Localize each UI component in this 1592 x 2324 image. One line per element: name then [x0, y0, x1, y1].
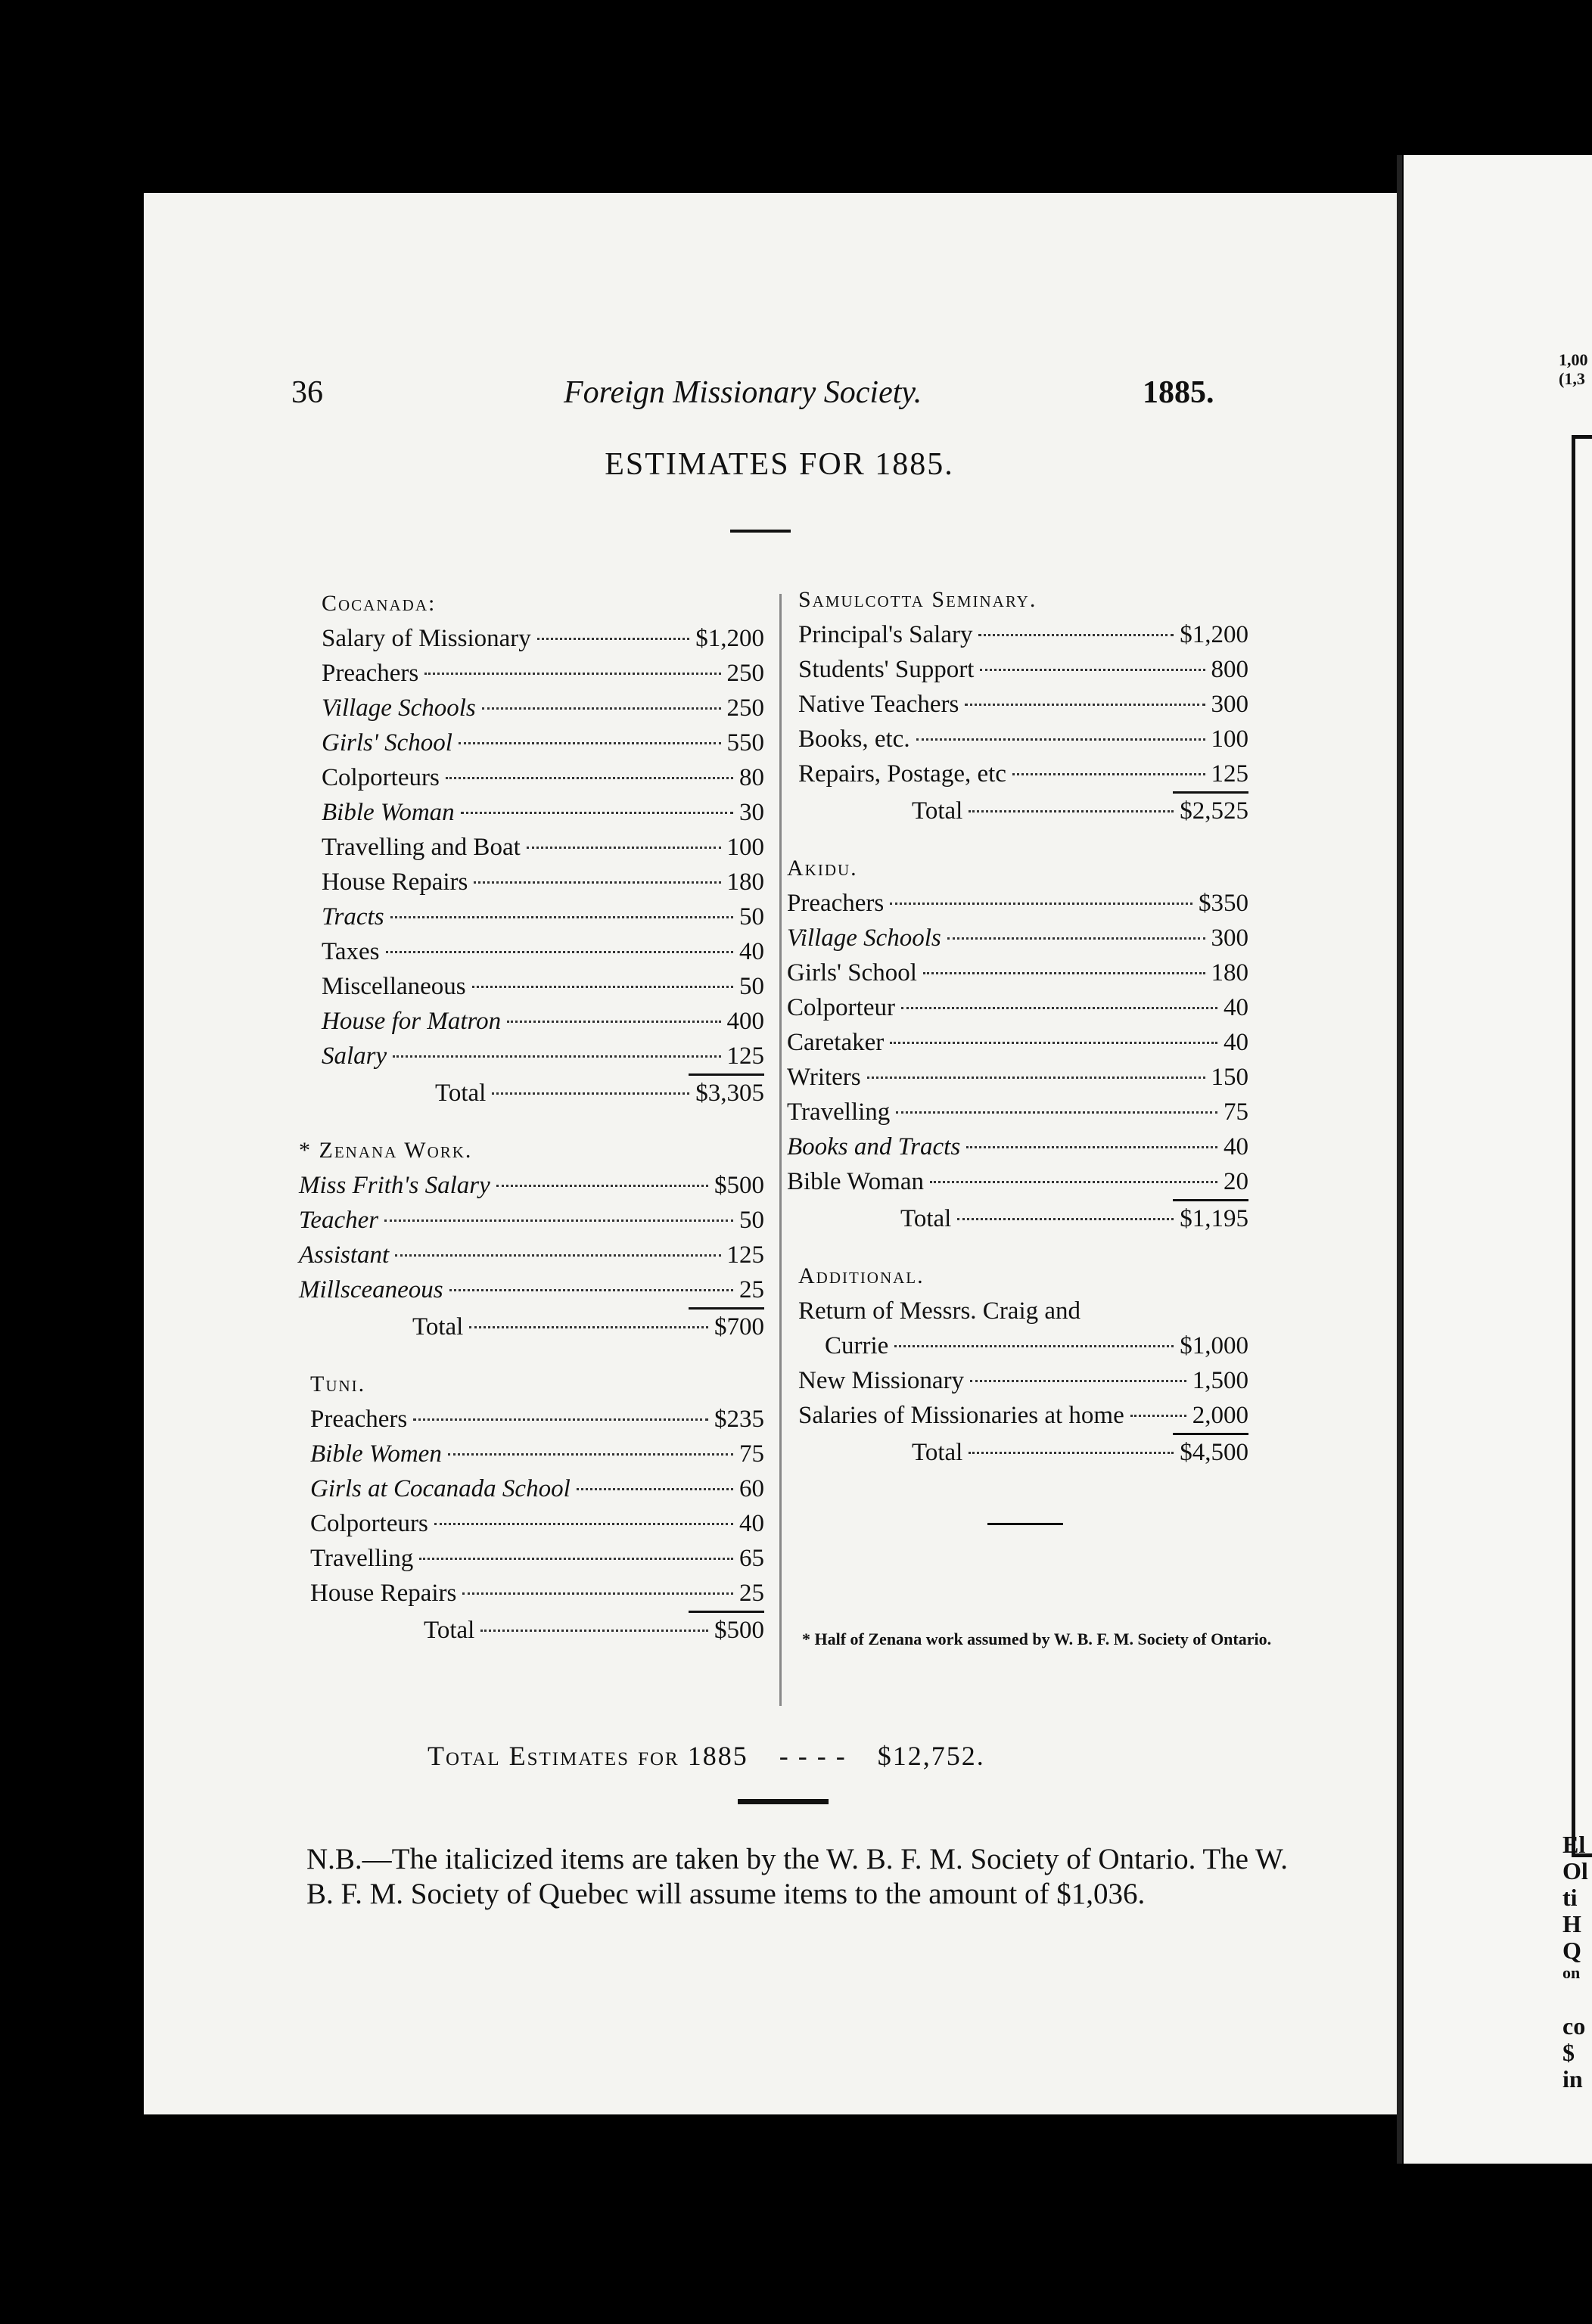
leader-dots	[393, 1055, 720, 1058]
leader-dots	[482, 707, 721, 710]
item-label: Salary of Missionary	[322, 625, 531, 652]
total-value: $3,305	[695, 1080, 764, 1107]
item-label: Caretaker	[787, 1029, 885, 1056]
leader-dots	[901, 1007, 1217, 1009]
item-label: Girls' School	[322, 729, 452, 757]
total-row	[310, 1613, 764, 1648]
leader-dots	[947, 937, 1205, 940]
item-label: Books, etc.	[798, 725, 910, 753]
total-row	[798, 794, 1248, 828]
item-row	[322, 760, 764, 795]
left-column	[291, 586, 764, 1648]
item-row	[787, 886, 1248, 921]
item-value: 125	[726, 1042, 764, 1070]
item-value: 40	[739, 1510, 764, 1537]
item-row	[310, 1541, 764, 1576]
right-column	[787, 583, 1248, 1525]
item-row	[299, 1272, 764, 1307]
total-value: $2,525	[1180, 797, 1248, 825]
right-page-fragment: on	[1562, 1963, 1581, 1982]
leader-dots	[923, 972, 1205, 974]
item-row	[798, 687, 1248, 722]
leader-dots	[448, 1453, 733, 1456]
leader-dots	[462, 1592, 733, 1595]
item-value: 300	[1211, 924, 1248, 952]
leader-dots	[970, 1380, 1186, 1382]
item-value: 400	[726, 1008, 764, 1035]
item-row	[787, 921, 1248, 955]
item-value: 75	[1224, 1098, 1248, 1126]
item-label: Tracts	[322, 903, 384, 931]
item-row	[310, 1437, 764, 1471]
item-row	[798, 617, 1248, 652]
item-row	[787, 1095, 1248, 1129]
section-heading: Akidu.	[787, 856, 858, 881]
item-row	[310, 1471, 764, 1506]
item-label: Travelling	[787, 1098, 891, 1126]
item-label: Travelling	[310, 1545, 414, 1572]
item-label: House Repairs	[310, 1580, 457, 1607]
right-page-fragment: Ol	[1562, 1857, 1588, 1884]
right-page-fragment: co	[1562, 2012, 1586, 2040]
item-row	[787, 1060, 1248, 1095]
leader-dots	[390, 916, 733, 918]
item-label: Girls' School	[787, 959, 917, 986]
item-label: Books and Tracts	[787, 1133, 961, 1160]
item-label: Native Teachers	[798, 691, 959, 718]
section-zenana-work	[291, 1133, 764, 1344]
item-label: Writers	[787, 1064, 861, 1091]
leader-dots	[472, 986, 733, 988]
item-value: 100	[1211, 725, 1248, 753]
right-page-fragment: ti	[1562, 1884, 1578, 1911]
item-value: 50	[739, 973, 764, 1000]
item-value: 40	[739, 938, 764, 965]
item-value: $1,200	[1180, 621, 1248, 648]
item-value: 50	[739, 903, 764, 931]
leader-dots	[395, 1254, 720, 1257]
item-label: Colporteur	[787, 994, 895, 1021]
title-rule	[730, 530, 791, 533]
total-label: Total	[900, 1205, 952, 1232]
section-akidu	[787, 851, 1248, 1236]
leader-dots	[507, 1021, 720, 1023]
item-value: 100	[726, 834, 764, 861]
right-page-frame	[1572, 435, 1592, 1857]
item-row	[322, 691, 764, 725]
item-value: 30	[739, 799, 764, 826]
item-label: Salaries of Missionaries at home	[798, 1402, 1124, 1429]
header-year: 1885.	[1143, 375, 1214, 410]
leader-dots	[916, 738, 1205, 741]
leader-dots	[957, 1218, 1174, 1220]
page-number: 36	[291, 375, 323, 410]
leader-dots	[384, 1219, 733, 1222]
total-row	[798, 1435, 1248, 1470]
total-row	[787, 1201, 1248, 1236]
leader-dots	[965, 704, 1205, 706]
item-value: 50	[739, 1207, 764, 1234]
item-value: 75	[739, 1440, 764, 1468]
section-cocanada	[291, 586, 764, 1111]
item-value: 300	[1211, 691, 1248, 718]
leader-dots	[480, 1630, 708, 1632]
footnote: * Half of Zenana work assumed by W. B. F. M. Society of Ontario.	[802, 1630, 1272, 1648]
page-header	[144, 374, 1400, 420]
item-row	[322, 830, 764, 865]
estimates-title: ESTIMATES FOR 1885.	[605, 447, 954, 482]
leader-dots	[446, 777, 733, 779]
total-value: $4,500	[1180, 1439, 1248, 1466]
item-label: Teacher	[299, 1207, 379, 1234]
item-row	[798, 1398, 1248, 1433]
item-row	[322, 621, 764, 656]
item-value: 180	[726, 868, 764, 896]
leader-dots	[424, 673, 720, 675]
item-row	[310, 1576, 764, 1611]
item-label: Bible Woman	[322, 799, 455, 826]
total-label: Total	[912, 797, 963, 825]
item-row	[310, 1402, 764, 1437]
item-row	[322, 865, 764, 899]
item-row	[310, 1506, 764, 1541]
item-row	[322, 1039, 764, 1073]
nb-note: N.B.—The italicized items are taken by the W. B. F. M. Society of Ontario. The W. B. F. M. Society of Quebec will assume items to the amount of $1,036.	[306, 1843, 1289, 1910]
leader-dots	[461, 812, 733, 814]
total-row	[322, 1076, 764, 1111]
leader-dots	[537, 638, 689, 640]
item-row	[798, 722, 1248, 757]
item-value: 250	[726, 694, 764, 722]
grand-total-label: Total Estimates for 1885	[428, 1741, 748, 1771]
right-page-fragment: (1,3	[1559, 369, 1585, 388]
leader-dots	[966, 1146, 1217, 1148]
item-row	[798, 1363, 1248, 1398]
leader-dots	[930, 1181, 1217, 1183]
item-value: 800	[1211, 656, 1248, 683]
grand-total-value: $12,752.	[877, 1741, 985, 1771]
section-heading: Additional.	[798, 1263, 925, 1288]
section-rule	[987, 1523, 1063, 1525]
item-label: Girls at Cocanada School	[310, 1475, 571, 1502]
item-label: Currie	[825, 1332, 889, 1359]
item-value: $1,200	[695, 625, 764, 652]
leader-dots	[890, 1042, 1217, 1044]
section-tuni	[291, 1367, 764, 1648]
item-label: Students' Support	[798, 656, 975, 683]
item-value: $1,000	[1180, 1332, 1248, 1359]
leader-dots	[1012, 773, 1205, 775]
section-heading: Cocanada:	[322, 591, 437, 616]
item-row	[798, 757, 1248, 791]
item-label: Miscellaneous	[322, 973, 466, 1000]
leader-dots	[527, 847, 721, 849]
item-row	[787, 955, 1248, 990]
running-title: Foreign Missionary Society.	[564, 375, 922, 410]
total-label: Total	[424, 1617, 475, 1644]
section-samulcotta-seminary	[787, 583, 1248, 828]
item-row	[322, 725, 764, 760]
item-row	[322, 656, 764, 691]
item-label: Bible Woman	[787, 1168, 924, 1195]
item-value: 125	[1211, 760, 1248, 788]
leader-dots	[969, 810, 1174, 812]
item-row	[322, 1004, 764, 1039]
item-value: 60	[739, 1475, 764, 1502]
grand-total-rule	[738, 1799, 829, 1804]
item-label: Bible Women	[310, 1440, 442, 1468]
item-label: House for Matron	[322, 1008, 502, 1035]
item-value: 1,500	[1192, 1367, 1248, 1394]
leader-dots	[459, 742, 721, 744]
grand-total	[428, 1740, 985, 1772]
item-value: $500	[714, 1172, 764, 1199]
item-value: 25	[739, 1580, 764, 1607]
leader-dots	[434, 1523, 733, 1525]
leader-dots	[474, 881, 720, 884]
grand-total-dashes: - - - -	[779, 1741, 847, 1771]
item-row	[798, 652, 1248, 687]
column-divider	[779, 594, 782, 1706]
leader-dots	[896, 1111, 1217, 1114]
item-row	[299, 1238, 764, 1272]
total-value: $700	[714, 1313, 764, 1341]
leader-dots	[969, 1452, 1174, 1454]
right-page-fragment: H	[1562, 1910, 1581, 1937]
item-label: Taxes	[322, 938, 380, 965]
item-row	[787, 1025, 1248, 1060]
leader-dots	[894, 1345, 1174, 1347]
total-value: $500	[714, 1617, 764, 1644]
item-row	[322, 969, 764, 1004]
item-label: Colporteurs	[310, 1510, 428, 1537]
leader-dots	[449, 1289, 733, 1291]
item-label: Miss Frith's Salary	[299, 1172, 490, 1199]
section-heading: Samulcotta Seminary.	[798, 587, 1037, 612]
item-label: Preachers	[322, 660, 419, 687]
item-label: Colporteurs	[322, 764, 440, 791]
leader-dots	[980, 669, 1205, 671]
item-label: Assistant	[299, 1241, 390, 1269]
right-page-fragment: in	[1562, 2065, 1583, 2093]
item-label: Principal's Salary	[798, 621, 973, 648]
item-value: 40	[1224, 1133, 1248, 1160]
item-value: 150	[1211, 1064, 1248, 1091]
section-heading: * Zenana Work.	[299, 1138, 473, 1163]
leader-dots	[1130, 1415, 1186, 1417]
leader-dots	[577, 1488, 733, 1490]
item-label: New Missionary	[798, 1367, 965, 1394]
item-row	[798, 1328, 1248, 1363]
item-value: $235	[714, 1406, 764, 1433]
item-label: Village Schools	[787, 924, 941, 952]
item-value: $350	[1199, 890, 1248, 917]
item-label: Preachers	[787, 890, 885, 917]
leader-dots	[867, 1077, 1205, 1079]
item-row	[299, 1168, 764, 1203]
leader-dots	[413, 1418, 708, 1421]
leader-dots	[419, 1558, 733, 1560]
item-row	[299, 1203, 764, 1238]
item-value: 550	[726, 729, 764, 757]
item-value: 40	[1224, 1029, 1248, 1056]
total-label: Total	[912, 1439, 963, 1466]
leader-dots	[496, 1185, 708, 1187]
item-label: Millsceaneous	[299, 1276, 443, 1303]
item-value: 40	[1224, 994, 1248, 1021]
item-row	[322, 899, 764, 934]
right-page-fragment: $	[1562, 2039, 1575, 2066]
total-label: Total	[412, 1313, 464, 1341]
item-row	[322, 934, 764, 969]
section-additional	[787, 1259, 1248, 1470]
leader-dots	[492, 1092, 689, 1095]
total-label: Total	[435, 1080, 487, 1107]
item-label: House Repairs	[322, 868, 468, 896]
section-heading: Tuni.	[310, 1372, 366, 1397]
item-value: 25	[739, 1276, 764, 1303]
item-value: 180	[1211, 959, 1248, 986]
item-value: 250	[726, 660, 764, 687]
item-row	[787, 990, 1248, 1025]
item-value: 20	[1224, 1168, 1248, 1195]
right-page-fragment: Q	[1562, 1937, 1581, 1964]
right-page-fragment: 1,00	[1559, 350, 1588, 369]
item-value: 2,000	[1192, 1402, 1248, 1429]
leader-dots	[890, 903, 1192, 905]
item-label: Salary	[322, 1042, 387, 1070]
item-row	[787, 1129, 1248, 1164]
item-line: Return of Messrs. Craig and	[798, 1297, 1081, 1325]
item-row	[322, 795, 764, 830]
total-value: $1,195	[1180, 1205, 1248, 1232]
item-value: 65	[739, 1545, 764, 1572]
right-page-edge	[1404, 155, 1592, 2164]
leader-dots	[386, 951, 734, 953]
item-value: 125	[726, 1241, 764, 1269]
leader-dots	[978, 634, 1174, 636]
leader-dots	[469, 1326, 708, 1328]
item-row	[787, 1164, 1248, 1199]
right-page-fragment: El	[1562, 1831, 1586, 1858]
item-label: Travelling and Boat	[322, 834, 521, 861]
item-value: 80	[739, 764, 764, 791]
item-label: Preachers	[310, 1406, 408, 1433]
item-label: Village Schools	[322, 694, 476, 722]
total-row	[299, 1310, 764, 1344]
item-label: Repairs, Postage, etc	[798, 760, 1006, 788]
